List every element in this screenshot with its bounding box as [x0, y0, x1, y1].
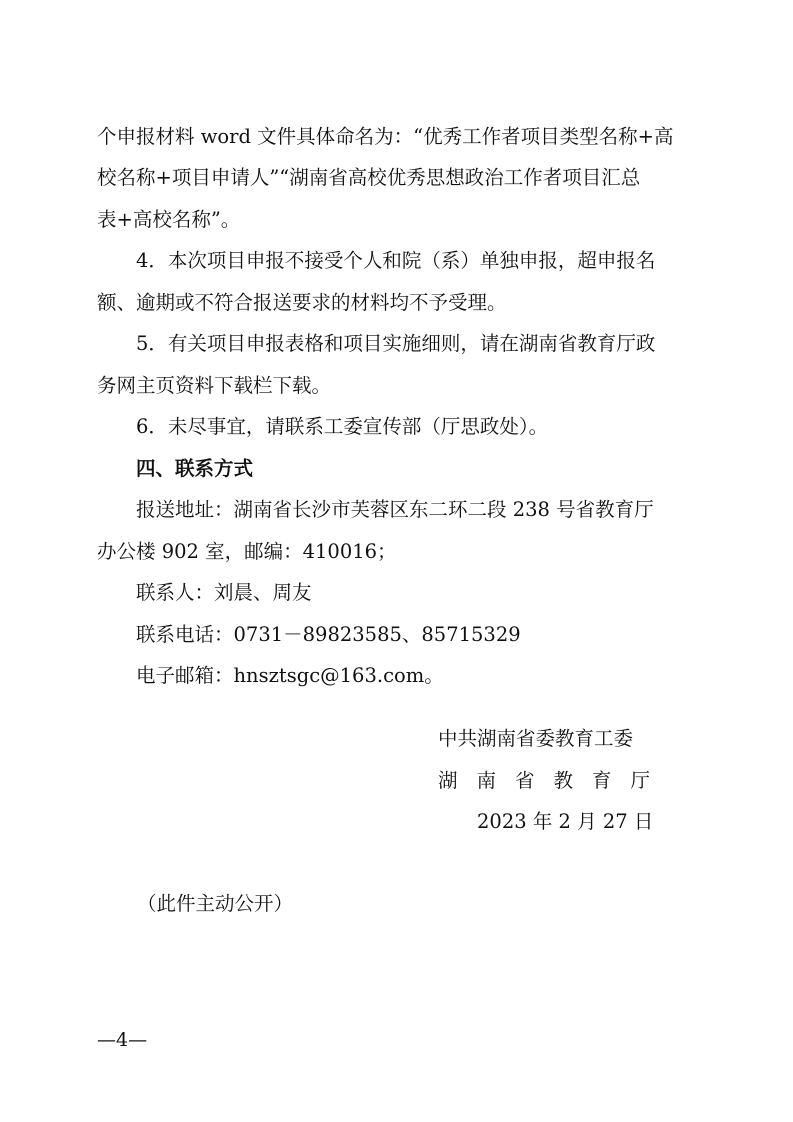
signature-org-1: 中共湖南省委教育工委: [438, 727, 634, 750]
page-number: —4—: [97, 1029, 148, 1051]
contact-person: 联系人：刘晨、周友: [136, 581, 312, 604]
paragraph-5-line-1: 5．有关项目申报表格和项目实施细则，请在湖南省教育厅政: [136, 332, 656, 355]
paragraph-6-line-1: 6．未尽事宜，请联系工委宣传部（厅思政处）。: [136, 415, 549, 438]
contact-email: 电子邮箱：hnsztsgc@163.com。: [136, 664, 444, 687]
address-line-1: 报送地址：湖南省长沙市芙蓉区东二环二段 238 号省教育厅: [136, 498, 654, 521]
paragraph-3-continued-line-1: 个申报材料 word 文件具体命名为：“优秀工作者项目类型名称+高: [97, 125, 674, 148]
section-heading-contact: 四、联系方式: [136, 457, 254, 480]
paragraph-4-line-2: 额、逾期或不符合报送要求的材料均不予受理。: [97, 291, 507, 314]
disclosure-note: （此件主动公开）: [137, 892, 294, 915]
address-line-2: 办公楼 902 室，邮编：410016；: [97, 540, 397, 563]
paragraph-5-line-2: 务网主页资料下载栏下载。: [97, 374, 332, 397]
paragraph-4-line-1: 4．本次项目申报不接受个人和院（系）单独申报，超申报名: [136, 249, 656, 272]
paragraph-3-continued-line-2: 校名称+项目申请人”“湖南省高校优秀思想政治工作者项目汇总: [97, 166, 641, 189]
contact-phone: 联系电话：0731－89823585、85715329: [136, 623, 521, 646]
signature-date: 2023 年 2 月 27 日: [477, 810, 654, 833]
paragraph-3-continued-line-3: 表+高校名称”。: [97, 208, 241, 231]
signature-org-2: 湖南省教育厅: [438, 769, 670, 792]
